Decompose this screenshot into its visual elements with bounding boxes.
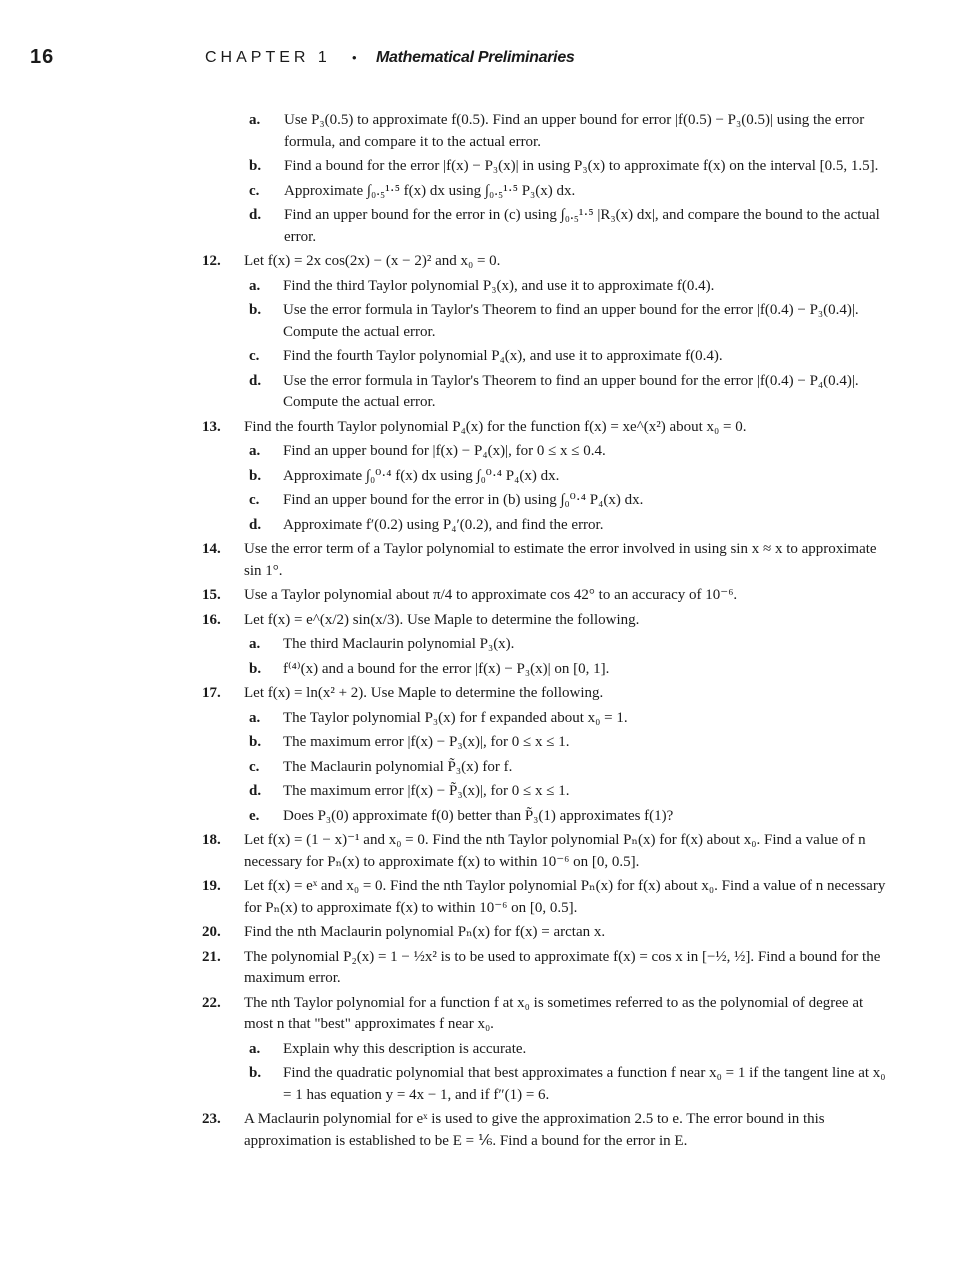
exercise-text: Use the error formula in Taylor's Theorem to find an upper bound for the error |f(0.4) − P₃(0.4)|. Compute the actual error.	[283, 302, 859, 340]
exercise-text: Approximate ∫₀⁰·⁴ f(x) dx using ∫₀⁰·⁴ P₄(x) dx.	[283, 467, 560, 484]
exercise-text: Let f(x) = 2x cos(2x) − (x − 2)² and x₀ = 0.	[244, 253, 501, 269]
exercise-text: A Maclaurin polynomial for eˣ is used to give the approximation 2.5 to e. The error bound in this approximation is established to be E = ⅙. Find a bound for the error in E.	[244, 1111, 825, 1149]
page-number: 16	[30, 46, 55, 68]
subitem-label: a.	[249, 636, 261, 652]
exercise-text: The third Maclaurin polynomial P₃(x).	[283, 636, 515, 652]
exercise-text: Find the fourth Taylor polynomial P₄(x) for the function f(x) = xe^(x²) about x₀ = 0.	[244, 418, 747, 435]
subitem-label: a.	[249, 443, 261, 459]
subitem-label: b.	[249, 467, 262, 484]
exercise-subitem	[0, 156, 980, 178]
subitem-label: d.	[249, 372, 262, 389]
exercise-text: The Taylor polynomial P₃(x) for f expanded about x₀ = 1.	[283, 709, 628, 726]
exercise-text: Use a Taylor polynomial about π/4 to approximate cos 42° to an accuracy of 10⁻⁶.	[244, 587, 738, 603]
exercise-item	[0, 993, 980, 1036]
exercise-text: The maximum error |f(x) − P̃₃(x)|, for 0 ≤ x ≤ 1.	[283, 783, 570, 799]
exercise-subitem	[0, 371, 980, 414]
subitem-label: a.	[249, 277, 261, 294]
exercise-text: Find a bound for the error |f(x) − P₃(x)| in using P₃(x) to approximate f(x) on the interval [0.5, 1.5].	[284, 158, 879, 174]
exercise-subitem	[0, 300, 980, 343]
subitem-label: b.	[249, 1065, 262, 1081]
exercise-number: 21.	[202, 948, 221, 965]
subitem-label: a.	[249, 112, 261, 128]
exercise-number: 13.	[202, 418, 221, 435]
subitem-label: b.	[249, 734, 262, 750]
exercise-text: Let f(x) = ln(x² + 2). Use Maple to determine the following.	[244, 685, 604, 701]
exercise-item	[0, 922, 980, 944]
subitem-label: e.	[249, 807, 260, 824]
subitem-label: b.	[249, 660, 262, 677]
exercise-subitem	[0, 1063, 980, 1106]
exercise-item	[0, 251, 980, 273]
exercise-text: Find an upper bound for |f(x) − P₄(x)|, for 0 ≤ x ≤ 0.4.	[283, 443, 606, 459]
exercise-text: Does P₃(0) approximate f(0) better than P̃₃(1) approximates f(1)?	[283, 807, 674, 824]
subitem-label: d.	[249, 783, 262, 799]
exercise-text: Use the error term of a Taylor polynomial to estimate the error involved in using sin x ≈ x to approximate sin 1°.	[244, 541, 877, 579]
exercise-item	[0, 417, 980, 439]
subitem-label: b.	[249, 302, 262, 318]
exercise-subitem	[0, 346, 980, 368]
exercise-text: f⁽⁴⁾(x) and a bound for the error |f(x) − P₃(x)| on [0, 1].	[283, 660, 610, 677]
exercise-item	[0, 830, 980, 873]
exercise-subitem	[0, 708, 980, 730]
exercise-text: Find an upper bound for the error in (c) using ∫₀.₅¹·⁵ |R₃(x) dx|, and compare the bound to the actual error.	[284, 207, 880, 245]
exercise-text: The maximum error |f(x) − P₃(x)|, for 0 ≤ x ≤ 1.	[283, 734, 570, 750]
exercise-text: Find the fourth Taylor polynomial P₄(x), and use it to approximate f(0.4).	[283, 348, 723, 364]
exercise-subitem	[0, 441, 980, 463]
exercise-subitem	[0, 757, 980, 779]
subitem-label: a.	[249, 709, 261, 726]
exercise-subitem	[0, 781, 980, 803]
header-separator: •	[352, 50, 357, 65]
exercise-text: Find the third Taylor polynomial P₃(x), and use it to approximate f(0.4).	[283, 277, 715, 294]
subitem-label: d.	[249, 207, 262, 223]
exercise-number: 14.	[202, 541, 221, 557]
subitem-label: b.	[249, 158, 262, 174]
exercise-number: 17.	[202, 685, 221, 701]
exercise-subitem	[0, 490, 980, 512]
exercise-subitem	[0, 276, 980, 298]
subitem-label: a.	[249, 1040, 261, 1057]
exercise-text: Let f(x) = (1 − x)⁻¹ and x₀ = 0. Find the nth Taylor polynomial Pₙ(x) for f(x) about x₀. Find a value of n necessary for Pₙ(x) to approximate f(x) to within 10⁻⁶ on [0, 0.5].	[244, 832, 866, 870]
chapter-title: Mathematical Preliminaries	[376, 49, 575, 66]
exercise-number: 12.	[202, 253, 221, 269]
exercise-subitem	[0, 466, 980, 488]
exercise-text: Use the error formula in Taylor's Theorem to find an upper bound for the error |f(0.4) − P₄(0.4)|. Compute the actual error.	[283, 372, 859, 410]
exercise-number: 18.	[202, 832, 221, 848]
exercise-list	[0, 110, 980, 1155]
exercise-subitem	[0, 732, 980, 754]
exercise-text: Approximate ∫₀.₅¹·⁵ f(x) dx using ∫₀.₅¹·⁵ P₃(x) dx.	[284, 182, 576, 199]
subitem-label: c.	[249, 182, 260, 199]
subitem-label: c.	[249, 492, 260, 508]
exercise-subitem	[0, 110, 980, 153]
exercise-item	[0, 876, 980, 919]
exercise-number: 15.	[202, 587, 221, 603]
exercise-text: Approximate f′(0.2) using P₄′(0.2), and find the error.	[283, 516, 604, 533]
exercise-subitem	[0, 205, 980, 248]
exercise-number: 16.	[202, 611, 221, 628]
page-header	[0, 46, 980, 76]
subitem-label: d.	[249, 516, 262, 533]
exercise-item	[0, 947, 980, 990]
subitem-label: c.	[249, 348, 260, 364]
exercise-text: Find the quadratic polynomial that best approximates a function f near x₀ = 1 if the tangent line at x₀ = 1 has equation y = 4x − 1, and if f″(1) = 6.	[283, 1065, 886, 1103]
exercise-text: The Maclaurin polynomial P̃₃(x) for f.	[283, 758, 513, 775]
exercise-subitem	[0, 634, 980, 656]
exercise-text: The nth Taylor polynomial for a function f at x₀ is sometimes referred to as the polynomial of degree at most n that "best" approximates f near x₀.	[244, 994, 864, 1032]
exercise-text: The polynomial P₂(x) = 1 − ½x² is to be used to approximate f(x) = cos x in [−½, ½]. Find a bound for the maximum error.	[244, 948, 881, 986]
exercise-item	[0, 539, 980, 582]
exercise-item	[0, 610, 980, 632]
exercise-text: Let f(x) = e^(x/2) sin(x/3). Use Maple to determine the following.	[244, 611, 640, 628]
exercise-number: 19.	[202, 878, 221, 894]
exercise-subitem	[0, 659, 980, 681]
exercise-number: 22.	[202, 994, 221, 1011]
exercise-text: Use P₃(0.5) to approximate f(0.5). Find an upper bound for error |f(0.5) − P₃(0.5)| using the error formula, and compare it to the actual error.	[284, 112, 865, 150]
exercise-number: 23.	[202, 1111, 221, 1127]
exercise-subitem	[0, 806, 980, 828]
exercise-subitem	[0, 1039, 980, 1061]
exercise-text: Explain why this description is accurate.	[283, 1040, 527, 1057]
exercise-text: Find the nth Maclaurin polynomial Pₙ(x) for f(x) = arctan x.	[244, 924, 606, 940]
exercise-item	[0, 683, 980, 705]
subitem-label: c.	[249, 758, 260, 775]
exercise-text: Find an upper bound for the error in (b) using ∫₀⁰·⁴ P₄(x) dx.	[283, 492, 644, 508]
exercise-number: 20.	[202, 924, 221, 940]
exercise-text: Let f(x) = eˣ and x₀ = 0. Find the nth Taylor polynomial Pₙ(x) for f(x) about x₀. Find a value of n necessary for Pₙ(x) to approximate f(x) to within 10⁻⁶ on [0, 0.5].	[244, 878, 886, 916]
chapter-label: CHAPTER 1	[205, 49, 331, 66]
exercise-subitem	[0, 181, 980, 203]
exercise-item	[0, 1109, 980, 1152]
exercise-item	[0, 585, 980, 607]
exercise-subitem	[0, 515, 980, 537]
